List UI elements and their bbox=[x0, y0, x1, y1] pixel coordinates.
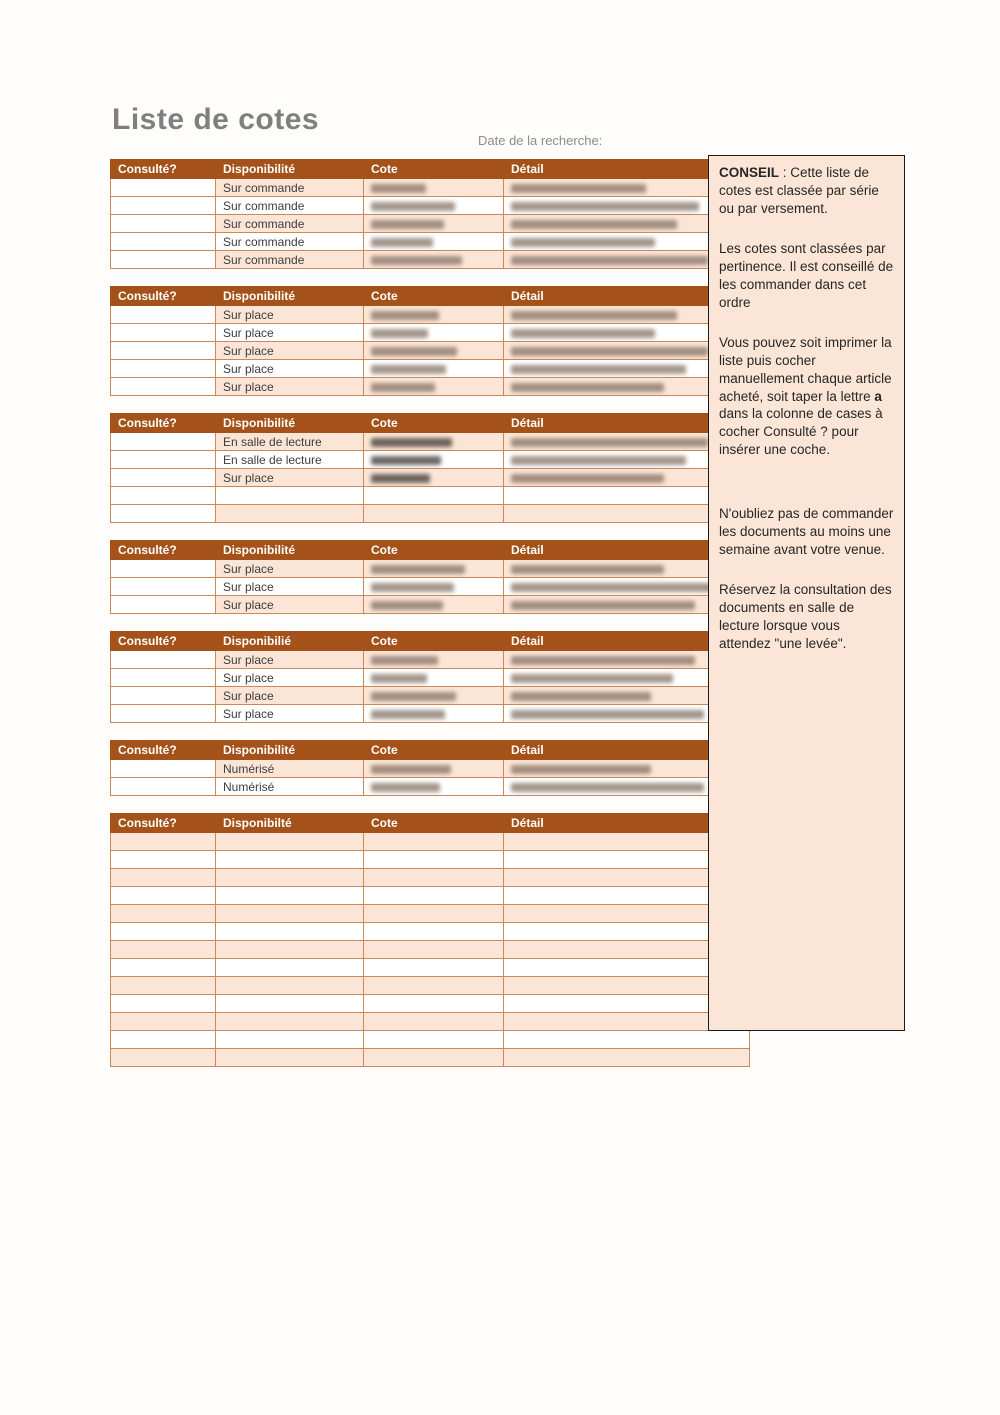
disponibilite-cell: Sur commande bbox=[216, 233, 364, 251]
table-row bbox=[111, 306, 750, 324]
cote-cell bbox=[364, 360, 504, 378]
header-row bbox=[111, 632, 750, 651]
disponibilite-cell bbox=[216, 905, 364, 923]
column-header: Cote bbox=[364, 741, 504, 760]
cote-cell bbox=[364, 923, 504, 941]
redacted-cote-text bbox=[371, 674, 427, 683]
redacted-detail-text bbox=[511, 765, 651, 774]
table-row bbox=[111, 887, 750, 905]
table-row bbox=[111, 487, 750, 505]
cote-cell bbox=[364, 977, 504, 995]
disponibilite-cell bbox=[216, 941, 364, 959]
conseil-paragraph bbox=[719, 164, 894, 218]
column-header: Consulté? bbox=[111, 160, 216, 179]
redacted-cote-text bbox=[371, 438, 452, 447]
table-row bbox=[111, 469, 750, 487]
cote-cell bbox=[364, 306, 504, 324]
redacted-detail-text bbox=[511, 383, 664, 392]
consulte-checkbox-cell[interactable] bbox=[111, 977, 216, 995]
column-header: Cote bbox=[364, 287, 504, 306]
consulte-checkbox-cell[interactable] bbox=[111, 378, 216, 396]
consulte-checkbox-cell[interactable] bbox=[111, 1013, 216, 1031]
consulte-checkbox-cell[interactable] bbox=[111, 959, 216, 977]
table-row bbox=[111, 778, 750, 796]
disponibilite-cell: Sur commande bbox=[216, 197, 364, 215]
cote-cell bbox=[364, 669, 504, 687]
conseil-text: N'oubliez pas de commander les documents au moins une semaine avant votre venue. bbox=[719, 506, 894, 558]
table-row bbox=[111, 505, 750, 523]
column-header: Cote bbox=[364, 160, 504, 179]
table-row bbox=[111, 869, 750, 887]
column-header: Cote bbox=[364, 541, 504, 560]
cotes-table bbox=[110, 631, 750, 723]
disponibilite-cell bbox=[216, 1013, 364, 1031]
redacted-cote-text bbox=[371, 474, 430, 483]
consulte-checkbox-cell[interactable] bbox=[111, 651, 216, 669]
table-row bbox=[111, 851, 750, 869]
column-header: Consulté? bbox=[111, 414, 216, 433]
consulte-checkbox-cell[interactable] bbox=[111, 560, 216, 578]
table-row bbox=[111, 977, 750, 995]
conseil-bold-text: a bbox=[874, 388, 882, 404]
cote-cell bbox=[364, 505, 504, 523]
redacted-cote-text bbox=[371, 329, 428, 338]
redacted-cote-text bbox=[371, 184, 426, 193]
table-row bbox=[111, 342, 750, 360]
redacted-cote-text bbox=[371, 783, 440, 792]
cotes-table bbox=[110, 159, 750, 269]
disponibilite-cell: Sur place bbox=[216, 669, 364, 687]
column-header: Consulté? bbox=[111, 632, 216, 651]
table-row bbox=[111, 433, 750, 451]
table-row bbox=[111, 923, 750, 941]
column-header: Détail bbox=[504, 287, 750, 306]
consulte-checkbox-cell[interactable] bbox=[111, 342, 216, 360]
disponibilite-cell: Sur place bbox=[216, 324, 364, 342]
cote-cell bbox=[364, 651, 504, 669]
table-row bbox=[111, 833, 750, 851]
cote-cell bbox=[364, 342, 504, 360]
consulte-checkbox-cell[interactable] bbox=[111, 887, 216, 905]
disponibilite-cell: Sur commande bbox=[216, 215, 364, 233]
redacted-cote-text bbox=[371, 583, 454, 592]
column-header: Cote bbox=[364, 632, 504, 651]
cote-cell bbox=[364, 324, 504, 342]
redacted-cote-text bbox=[371, 765, 451, 774]
consulte-checkbox-cell[interactable] bbox=[111, 687, 216, 705]
redacted-cote-text bbox=[371, 456, 441, 465]
redacted-detail-text bbox=[511, 692, 651, 701]
table-row bbox=[111, 1031, 750, 1049]
redacted-detail-text bbox=[511, 220, 677, 229]
table-row bbox=[111, 687, 750, 705]
column-header: Consulté? bbox=[111, 541, 216, 560]
table-row bbox=[111, 251, 750, 269]
consulte-checkbox-cell[interactable] bbox=[111, 1031, 216, 1049]
disponibilite-cell: Numérisé bbox=[216, 778, 364, 796]
cotes-table bbox=[110, 286, 750, 396]
cote-cell bbox=[364, 197, 504, 215]
cote-cell bbox=[364, 851, 504, 869]
conseil-paragraph bbox=[719, 240, 894, 312]
disponibilite-cell: Sur commande bbox=[216, 179, 364, 197]
consulte-checkbox-cell[interactable] bbox=[111, 705, 216, 723]
disponibilite-cell bbox=[216, 487, 364, 505]
table-row bbox=[111, 669, 750, 687]
disponibilite-cell: Sur place bbox=[216, 687, 364, 705]
cote-cell bbox=[364, 596, 504, 614]
column-header: Détail bbox=[504, 814, 750, 833]
column-header: Détail bbox=[504, 160, 750, 179]
table-row bbox=[111, 941, 750, 959]
cote-cell bbox=[364, 451, 504, 469]
disponibilite-cell: Sur place bbox=[216, 306, 364, 324]
column-header: Consulté? bbox=[111, 287, 216, 306]
column-header: Détail bbox=[504, 741, 750, 760]
cote-cell bbox=[364, 869, 504, 887]
disponibilite-cell bbox=[216, 1049, 364, 1067]
header-row bbox=[111, 287, 750, 306]
redacted-detail-text bbox=[511, 674, 673, 683]
cote-cell bbox=[364, 433, 504, 451]
disponibilite-cell: Sur commande bbox=[216, 251, 364, 269]
redacted-detail-text bbox=[511, 656, 695, 665]
table-row bbox=[111, 705, 750, 723]
disponibilite-cell bbox=[216, 851, 364, 869]
consulte-checkbox-cell[interactable] bbox=[111, 179, 216, 197]
consulte-checkbox-cell[interactable] bbox=[111, 669, 216, 687]
consulte-checkbox-cell[interactable] bbox=[111, 324, 216, 342]
cote-cell bbox=[364, 578, 504, 596]
column-header: Cote bbox=[364, 414, 504, 433]
disponibilite-cell bbox=[216, 923, 364, 941]
disponibilite-cell: Sur place bbox=[216, 469, 364, 487]
disponibilite-cell: Sur place bbox=[216, 651, 364, 669]
consulte-checkbox-cell[interactable] bbox=[111, 233, 216, 251]
page-title: Liste de cotes bbox=[112, 103, 320, 136]
redacted-detail-text bbox=[511, 783, 704, 792]
column-header: Disponibilité bbox=[216, 160, 364, 179]
tables-region bbox=[110, 159, 689, 1084]
disponibilite-cell: Sur place bbox=[216, 560, 364, 578]
table-row bbox=[111, 378, 750, 396]
cote-cell bbox=[364, 778, 504, 796]
consulte-checkbox-cell[interactable] bbox=[111, 905, 216, 923]
redacted-cote-text bbox=[371, 220, 444, 229]
redacted-cote-text bbox=[371, 710, 445, 719]
consulte-checkbox-cell[interactable] bbox=[111, 505, 216, 523]
disponibilite-cell: Numérisé bbox=[216, 760, 364, 778]
cote-cell bbox=[364, 560, 504, 578]
detail-cell bbox=[504, 1031, 750, 1049]
column-header: Détail bbox=[504, 414, 750, 433]
consulte-checkbox-cell[interactable] bbox=[111, 215, 216, 233]
redacted-cote-text bbox=[371, 656, 438, 665]
redacted-cote-text bbox=[371, 347, 457, 356]
redacted-detail-text bbox=[511, 256, 708, 265]
consulte-checkbox-cell[interactable] bbox=[111, 941, 216, 959]
redacted-detail-text bbox=[511, 184, 646, 193]
redacted-detail-text bbox=[511, 565, 664, 574]
table-row bbox=[111, 451, 750, 469]
conseil-text: : Cette liste de cotes est classée par série ou par versement. bbox=[719, 165, 879, 216]
column-header: Détail bbox=[504, 632, 750, 651]
consulte-checkbox-cell[interactable] bbox=[111, 995, 216, 1013]
cote-cell bbox=[364, 1031, 504, 1049]
consulte-checkbox-cell[interactable] bbox=[111, 433, 216, 451]
disponibilite-cell: Sur place bbox=[216, 342, 364, 360]
cotes-table bbox=[110, 413, 750, 523]
cote-cell bbox=[364, 959, 504, 977]
header-row bbox=[111, 741, 750, 760]
cote-cell bbox=[364, 941, 504, 959]
redacted-cote-text bbox=[371, 311, 439, 320]
conseil-paragraph bbox=[719, 581, 894, 653]
table-row bbox=[111, 995, 750, 1013]
column-header: Détail bbox=[504, 541, 750, 560]
disponibilite-cell bbox=[216, 977, 364, 995]
consulte-checkbox-cell[interactable] bbox=[111, 451, 216, 469]
redacted-detail-text bbox=[511, 474, 664, 483]
cote-cell bbox=[364, 233, 504, 251]
consulte-checkbox-cell[interactable] bbox=[111, 306, 216, 324]
disponibilite-cell: Sur place bbox=[216, 378, 364, 396]
redacted-detail-text bbox=[511, 202, 699, 211]
redacted-cote-text bbox=[371, 383, 435, 392]
conseil-paragraph bbox=[719, 505, 894, 559]
header-row bbox=[111, 541, 750, 560]
redacted-cote-text bbox=[371, 202, 455, 211]
consulte-checkbox-cell[interactable] bbox=[111, 578, 216, 596]
redacted-detail-text bbox=[511, 601, 695, 610]
conseil-text: Vous pouvez soit imprimer la liste puis cocher manuellement chaque article acheté, soit taper la lettre bbox=[719, 334, 892, 404]
cote-cell bbox=[364, 905, 504, 923]
table-row bbox=[111, 233, 750, 251]
redacted-cote-text bbox=[371, 692, 456, 701]
cote-cell bbox=[364, 251, 504, 269]
redacted-detail-text bbox=[511, 456, 686, 465]
cotes-table bbox=[110, 540, 750, 614]
consulte-checkbox-cell[interactable] bbox=[111, 251, 216, 269]
cote-cell bbox=[364, 179, 504, 197]
conseil-text: Les cotes sont classées par pertinence. Il est conseillé de les commander dans cet ordre bbox=[719, 240, 894, 310]
table-row bbox=[111, 596, 750, 614]
disponibilite-cell: Sur place bbox=[216, 360, 364, 378]
cote-cell bbox=[364, 687, 504, 705]
column-header: Cote bbox=[364, 814, 504, 833]
disponibilite-cell: Sur place bbox=[216, 705, 364, 723]
table-row bbox=[111, 560, 750, 578]
table-row bbox=[111, 1013, 750, 1031]
consulte-checkbox-cell[interactable] bbox=[111, 469, 216, 487]
disponibilite-cell bbox=[216, 1031, 364, 1049]
redacted-cote-text bbox=[371, 238, 433, 247]
disponibilite-cell bbox=[216, 995, 364, 1013]
disponibilite-cell: En salle de lecture bbox=[216, 451, 364, 469]
table-row bbox=[111, 959, 750, 977]
table-row bbox=[111, 905, 750, 923]
cote-cell bbox=[364, 1049, 504, 1067]
cote-cell bbox=[364, 469, 504, 487]
disponibilite-cell: En salle de lecture bbox=[216, 433, 364, 451]
conseil-text: dans la colonne de cases à cocher Consulté ? pour insérer une coche. bbox=[719, 406, 883, 458]
detail-cell bbox=[504, 1049, 750, 1067]
table-row bbox=[111, 578, 750, 596]
table-row bbox=[111, 324, 750, 342]
header-row bbox=[111, 160, 750, 179]
table-row bbox=[111, 760, 750, 778]
cote-cell bbox=[364, 487, 504, 505]
consulte-checkbox-cell[interactable] bbox=[111, 760, 216, 778]
consulte-checkbox-cell[interactable] bbox=[111, 360, 216, 378]
conseil-text: Réservez la consultation des documents en salle de lecture lorsque vous attendez "une levée". bbox=[719, 582, 892, 652]
conseil-paragraph bbox=[719, 334, 894, 460]
column-header: Disponibilité bbox=[216, 287, 364, 306]
cote-cell bbox=[364, 760, 504, 778]
cotes-table bbox=[110, 740, 750, 796]
cote-cell bbox=[364, 215, 504, 233]
column-header: Disponibilité bbox=[216, 741, 364, 760]
disponibilite-cell: Sur place bbox=[216, 596, 364, 614]
cote-cell bbox=[364, 833, 504, 851]
column-header: Disponibilié bbox=[216, 632, 364, 651]
disponibilite-cell bbox=[216, 869, 364, 887]
column-header: Consulté? bbox=[111, 814, 216, 833]
table-row bbox=[111, 360, 750, 378]
consulte-checkbox-cell[interactable] bbox=[111, 869, 216, 887]
redacted-cote-text bbox=[371, 565, 465, 574]
cote-cell bbox=[364, 705, 504, 723]
header-row bbox=[111, 414, 750, 433]
redacted-detail-text bbox=[511, 347, 708, 356]
redacted-cote-text bbox=[371, 365, 446, 374]
disponibilite-cell bbox=[216, 833, 364, 851]
cote-cell bbox=[364, 378, 504, 396]
consulte-checkbox-cell[interactable] bbox=[111, 1049, 216, 1067]
redacted-detail-text bbox=[511, 365, 686, 374]
disponibilite-cell: Sur place bbox=[216, 578, 364, 596]
table-row bbox=[111, 179, 750, 197]
consulte-checkbox-cell[interactable] bbox=[111, 197, 216, 215]
consulte-checkbox-cell[interactable] bbox=[111, 596, 216, 614]
consulte-checkbox-cell[interactable] bbox=[111, 487, 216, 505]
consulte-checkbox-cell[interactable] bbox=[111, 923, 216, 941]
column-header: Disponibilité bbox=[216, 414, 364, 433]
table-row bbox=[111, 1049, 750, 1067]
table-row bbox=[111, 197, 750, 215]
consulte-checkbox-cell[interactable] bbox=[111, 851, 216, 869]
cote-cell bbox=[364, 887, 504, 905]
table-row bbox=[111, 651, 750, 669]
disponibilite-cell bbox=[216, 959, 364, 977]
cotes-table bbox=[110, 813, 750, 1067]
column-header: Disponibilté bbox=[216, 814, 364, 833]
redacted-detail-text bbox=[511, 438, 708, 447]
redacted-detail-text bbox=[511, 329, 655, 338]
table-row bbox=[111, 215, 750, 233]
cote-cell bbox=[364, 1013, 504, 1031]
conseil-bold-text: CONSEIL bbox=[719, 165, 780, 180]
conseil-panel bbox=[708, 155, 905, 1031]
redacted-detail-text bbox=[511, 710, 704, 719]
header-row bbox=[111, 814, 750, 833]
redacted-detail-text bbox=[511, 238, 655, 247]
consulte-checkbox-cell[interactable] bbox=[111, 833, 216, 851]
consulte-checkbox-cell[interactable] bbox=[111, 778, 216, 796]
redacted-detail-text bbox=[511, 311, 677, 320]
disponibilite-cell bbox=[216, 505, 364, 523]
redacted-detail-text bbox=[511, 583, 717, 592]
redacted-cote-text bbox=[371, 256, 462, 265]
column-header: Consulté? bbox=[111, 741, 216, 760]
redacted-cote-text bbox=[371, 601, 443, 610]
column-header: Disponibilité bbox=[216, 541, 364, 560]
cote-cell bbox=[364, 995, 504, 1013]
search-date-label: Date de la recherche: bbox=[478, 133, 603, 148]
disponibilite-cell bbox=[216, 887, 364, 905]
